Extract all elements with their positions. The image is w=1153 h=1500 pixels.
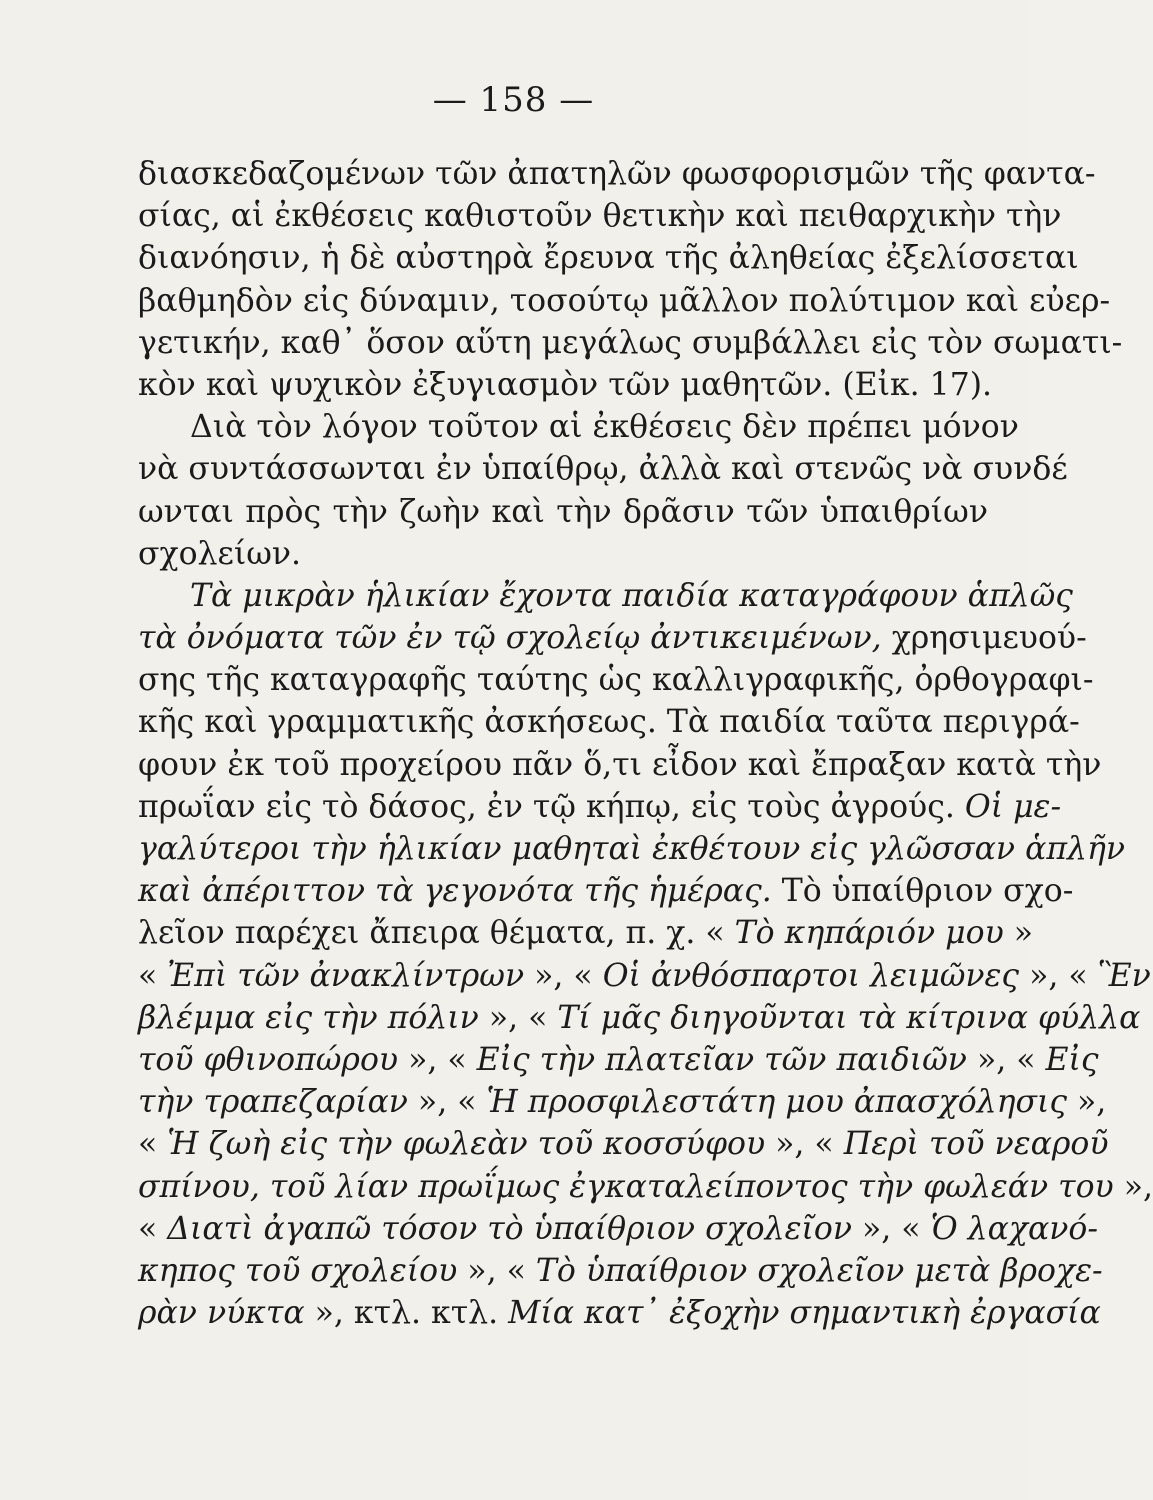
text-segment: λεῖον παρέχει ἄπειρα θέματα, π. χ. «	[138, 915, 735, 952]
text-line	[138, 955, 1151, 997]
text-segment: », «	[524, 957, 603, 994]
text-line	[138, 1039, 1099, 1081]
italic-segment: Διατὶ ἀγαπῶ τόσον τὸ ὑπαίθριον σχολεῖον	[167, 1210, 852, 1247]
text-line	[138, 828, 1126, 870]
text-line: κὸν καὶ ψυχικὸν ἐξυγιασμὸν τῶν μαθητῶν. (Εἰκ. 17).	[138, 366, 993, 403]
text-line	[138, 997, 1141, 1039]
text-line	[138, 1166, 1153, 1208]
text-line: Διὰ τὸν λόγον τοῦτον αἱ ἐκθέσεις δὲν πρέπει μόνον	[190, 409, 1019, 446]
text-line	[138, 1081, 1107, 1123]
page-number: — 158 —	[432, 80, 595, 120]
text-segment: »	[1003, 915, 1034, 952]
text-segment: »,	[1113, 1168, 1153, 1205]
italic-segment: Εἰς	[1045, 1041, 1099, 1078]
italic-segment: τὴν τραπεζαρίαν	[138, 1084, 408, 1121]
text-segment: », «	[457, 1252, 536, 1289]
text-segment: », «	[966, 1041, 1046, 1078]
text-segment: «	[138, 957, 168, 994]
italic-segment: Ἐπὶ τῶν ἀνακλίντρων	[167, 957, 525, 994]
italic-segment: σπίνου, τοῦ λίαν πρωΐμως ἐγκαταλείποντος τὴν φωλεάν του	[138, 1168, 1114, 1205]
text-line: διανόησιν, ἡ δὲ αὐστηρὰ ἔρευνα τῆς ἀληθείας ἐξελίσσεται	[138, 240, 1079, 277]
italic-segment: Οἱ με-	[964, 788, 1062, 825]
italic-segment: Ἓν	[1097, 957, 1151, 994]
italic-segment: καὶ ἀπέριττον τὰ γεγονότα τῆς ἡμέρας.	[138, 873, 782, 910]
text-segment: », «	[765, 1126, 844, 1163]
italic-segment: Τί μᾶς διηγοῦνται τὰ κίτρινα φύλλα	[557, 999, 1141, 1036]
italic-segment: γαλύτεροι τὴν ἡλικίαν μαθηταὶ ἐκθέτουν εἰς γλῶσσαν ἁπλῆν	[138, 831, 1126, 867]
italic-segment: Τὸ ὑπαίθριον σχολεῖον μετὰ βροχε-	[535, 1252, 1103, 1289]
text-segment: », κτλ. κτλ.	[304, 1295, 509, 1332]
text-segment: πρωΐαν εἰς τὸ δάσος, ἐν τῷ κήπῳ, εἰς τοὺς ἀγρούς.	[138, 788, 965, 825]
text-line	[138, 1123, 1109, 1165]
italic-segment: Εἰς τὴν πλατεῖαν τῶν παιδιῶν	[476, 1041, 967, 1078]
body-text	[138, 153, 1153, 1334]
italic-segment: Τὰ μικρὰν ἡλικίαν ἔχοντα παιδία καταγράφουν ἁπλῶς	[190, 577, 1073, 614]
text-line: σίας, αἱ ἐκθέσεις καθιστοῦν θετικὴν καὶ πειθαρχικὴν τὴν	[138, 198, 1062, 235]
text-line	[138, 1292, 1101, 1334]
text-segment: », «	[1019, 957, 1098, 994]
italic-segment: Τὸ κηπάριόν μου	[734, 915, 1004, 952]
italic-segment: κηπος τοῦ σχολείου	[138, 1252, 458, 1289]
text-line: φουν ἐκ τοῦ προχείρου πᾶν ὅ,τι εἶδον καὶ ἔπραξαν κατὰ τὴν	[138, 746, 1102, 783]
italic-segment: Μία κατ᾽ ἐξοχὴν σημαντικὴ ἐργασία	[508, 1295, 1101, 1332]
text-line: σχολείων.	[138, 535, 302, 572]
text-line: ωνται πρὸς τὴν ζωὴν καὶ τὴν δρᾶσιν τῶν ὑπαιθρίων	[138, 493, 988, 530]
text-line	[138, 786, 1062, 828]
text-line	[138, 870, 1074, 912]
text-segment: », «	[478, 999, 558, 1036]
text-segment: », «	[851, 1210, 931, 1247]
text-segment: », «	[407, 1084, 487, 1121]
text-segment: χρησιμευού-	[891, 620, 1087, 657]
text-segment: », «	[398, 1041, 477, 1078]
italic-segment: Ὁ λαχανό-	[930, 1210, 1099, 1247]
italic-segment: Οἱ ἀνθόσπαρτοι λειμῶνες	[602, 957, 1020, 994]
italic-segment: Περὶ τοῦ νεαροῦ	[843, 1126, 1109, 1163]
text-line: γετικήν, καθ᾽ ὅσον αὕτη μεγάλως συμβάλλει εἰς τὸν σωματι-	[138, 324, 1123, 361]
text-line	[138, 1208, 1099, 1250]
text-line: σης τῆς καταγραφῆς ταύτης ὡς καλλιγραφικῆς, ὀρθογραφι-	[138, 662, 1094, 699]
text-segment: »,	[1067, 1084, 1107, 1121]
text-line	[138, 912, 1034, 954]
italic-segment: Ἡ προσφιλεστάτη μου ἀπασχόλησις	[486, 1084, 1068, 1121]
text-segment: «	[138, 1126, 168, 1163]
text-segment: Τὸ ὑπαίθριον σχο-	[781, 873, 1074, 910]
text-line: νὰ συντάσσωνται ἐν ὑπαίθρῳ, ἀλλὰ καὶ στενῶς νὰ συνδέ	[138, 451, 1068, 488]
italic-segment: βλέμμα εἰς τὴν πόλιν	[138, 999, 479, 1036]
italic-segment: τὰ ὀνόματα τῶν ἐν τῷ σχολείῳ ἀντικειμένων,	[138, 620, 892, 657]
italic-segment: Ἡ ζωὴ εἰς τὴν φωλεὰν τοῦ κοσσύφου	[167, 1126, 766, 1163]
italic-segment: ρὰν νύκτα	[138, 1295, 305, 1332]
text-line: βαθμηδὸν εἰς δύναμιν, τοσούτῳ μᾶλλον πολύτιμον καὶ εὐερ-	[138, 282, 1111, 319]
text-segment: «	[138, 1210, 168, 1247]
text-line: κῆς καὶ γραμματικῆς ἀσκήσεως. Τὰ παιδία ταῦτα περιγρά-	[138, 704, 1080, 741]
text-line	[138, 1250, 1103, 1292]
text-line	[138, 617, 1087, 659]
text-line	[138, 575, 1073, 617]
text-line: διασκεδαζομένων τῶν ἀπατηλῶν φωσφορισμῶν τῆς φαντα-	[138, 156, 1096, 192]
italic-segment: τοῦ φθινοπώρου	[138, 1041, 399, 1078]
